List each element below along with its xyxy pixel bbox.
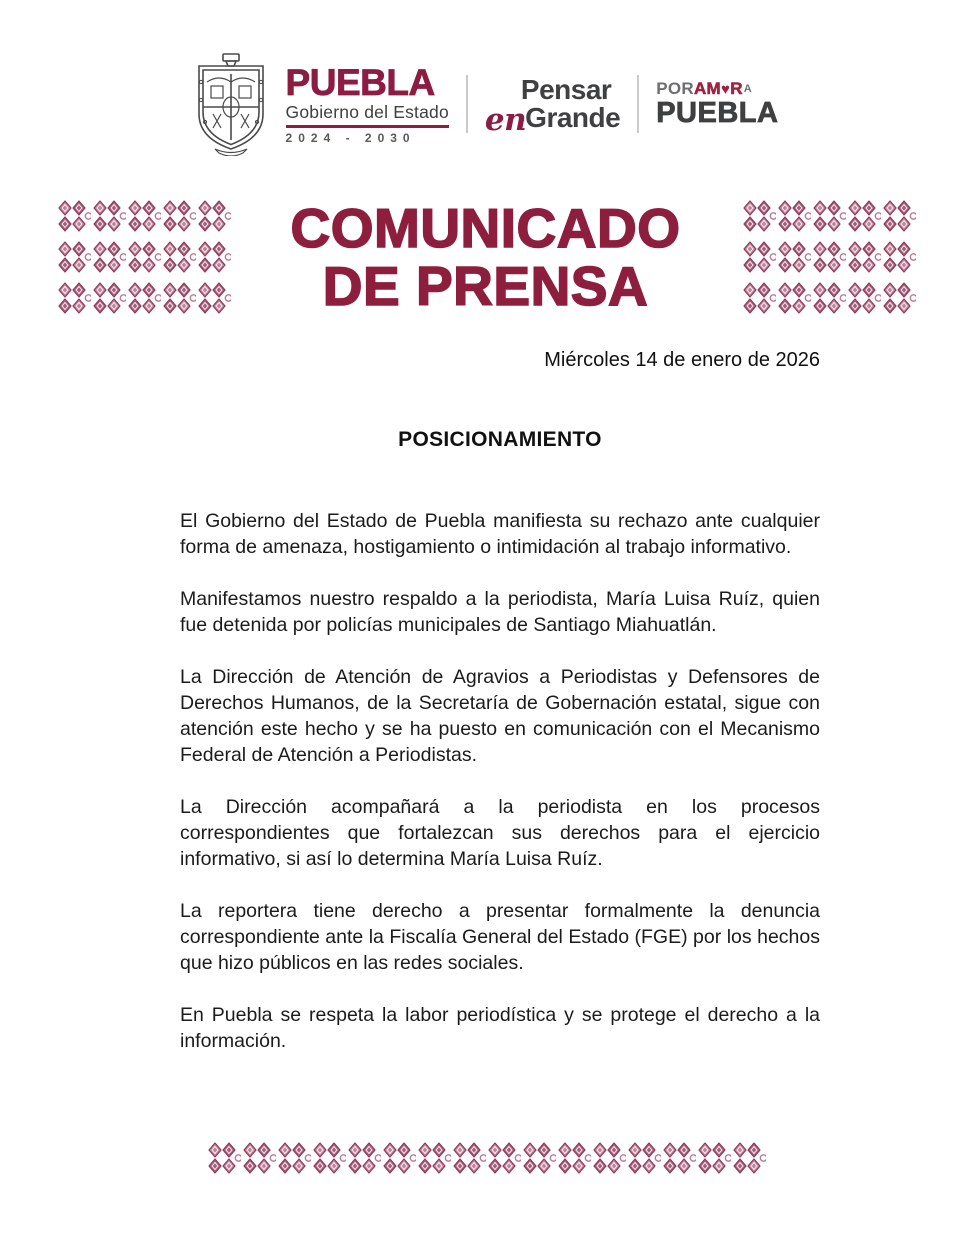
- grande-word: Grande: [525, 101, 621, 133]
- amor-word-suffix: R: [730, 79, 743, 98]
- talavera-ornament-footer: [206, 1138, 766, 1179]
- pensar-en-grande-logo: [484, 73, 621, 138]
- amor-word-prefix: AM: [693, 79, 721, 98]
- masthead-title-line2: DE PRENSA: [322, 254, 649, 317]
- pensar-word: Pensar: [520, 73, 612, 105]
- heart-icon: ♥: [721, 81, 731, 98]
- logo-divider: [466, 75, 468, 133]
- puebla-logo-title: PUEBLA: [285, 61, 435, 103]
- body-paragraph: La Dirección acompañará a la periodista en los procesos correspondientes que fortalezcan sus derechos para el ejercicio informativo, si así lo determina María Luisa Ruíz.: [180, 796, 820, 870]
- masthead-title-line1: COMUNICADO: [290, 197, 681, 260]
- a-word: A: [743, 83, 753, 95]
- body-paragraph: La Dirección de Atención de Agravios a Periodistas y Defensores de Derechos Humanos, de la Secretaría de Gobernación estatal, sigue con atención este hecho y se ha puesto en comunicación con el Mecanismo Federal de Atención a Periodistas.: [180, 666, 820, 766]
- puebla-gobierno-logo: [285, 61, 449, 146]
- puebla-coat-of-arms-icon: [193, 52, 269, 156]
- masthead-title: [251, 197, 721, 317]
- header-logos: [0, 0, 971, 156]
- document-body: [180, 508, 820, 1054]
- logo-divider: [637, 75, 639, 133]
- body-paragraph: La reportera tiene derecho a presentar formalmente la denuncia correspondiente ante la Fiscalía General del Estado (FGE) por los hechos que hizo públicos en las redes sociales.: [180, 900, 820, 974]
- por-amor-a-puebla-logo: [656, 80, 778, 128]
- por-word: POR: [656, 79, 694, 98]
- talavera-ornament-left: [56, 196, 231, 319]
- body-paragraph: Manifestamos nuestro respaldo a la periodista, María Luisa Ruíz, quien fue detenida por policías municipales de Santiago Miahuatlán.: [180, 588, 820, 636]
- document-heading: POSICIONAMIENTO: [398, 428, 602, 451]
- puebla-logo-period: 2024 - 2030: [285, 131, 416, 146]
- en-script-word: en: [484, 101, 527, 138]
- body-paragraph: El Gobierno del Estado de Puebla manifiesta su rechazo ante cualquier forma de amenaza, hostigamiento o intimidación al trabajo informativo.: [180, 510, 820, 558]
- footer-ornament-row: [0, 1138, 971, 1179]
- amor-puebla-word: PUEBLA: [656, 97, 779, 129]
- puebla-logo-rule: [286, 125, 449, 128]
- puebla-logo-subtitle: Gobierno del Estado: [285, 101, 449, 122]
- masthead: [0, 196, 971, 319]
- date-line: Miércoles 14 de enero de 2026: [544, 349, 820, 371]
- talavera-ornament-right: [741, 196, 916, 319]
- body-paragraph: En Puebla se respeta la labor periodística y se protege el derecho a la información.: [180, 1004, 820, 1052]
